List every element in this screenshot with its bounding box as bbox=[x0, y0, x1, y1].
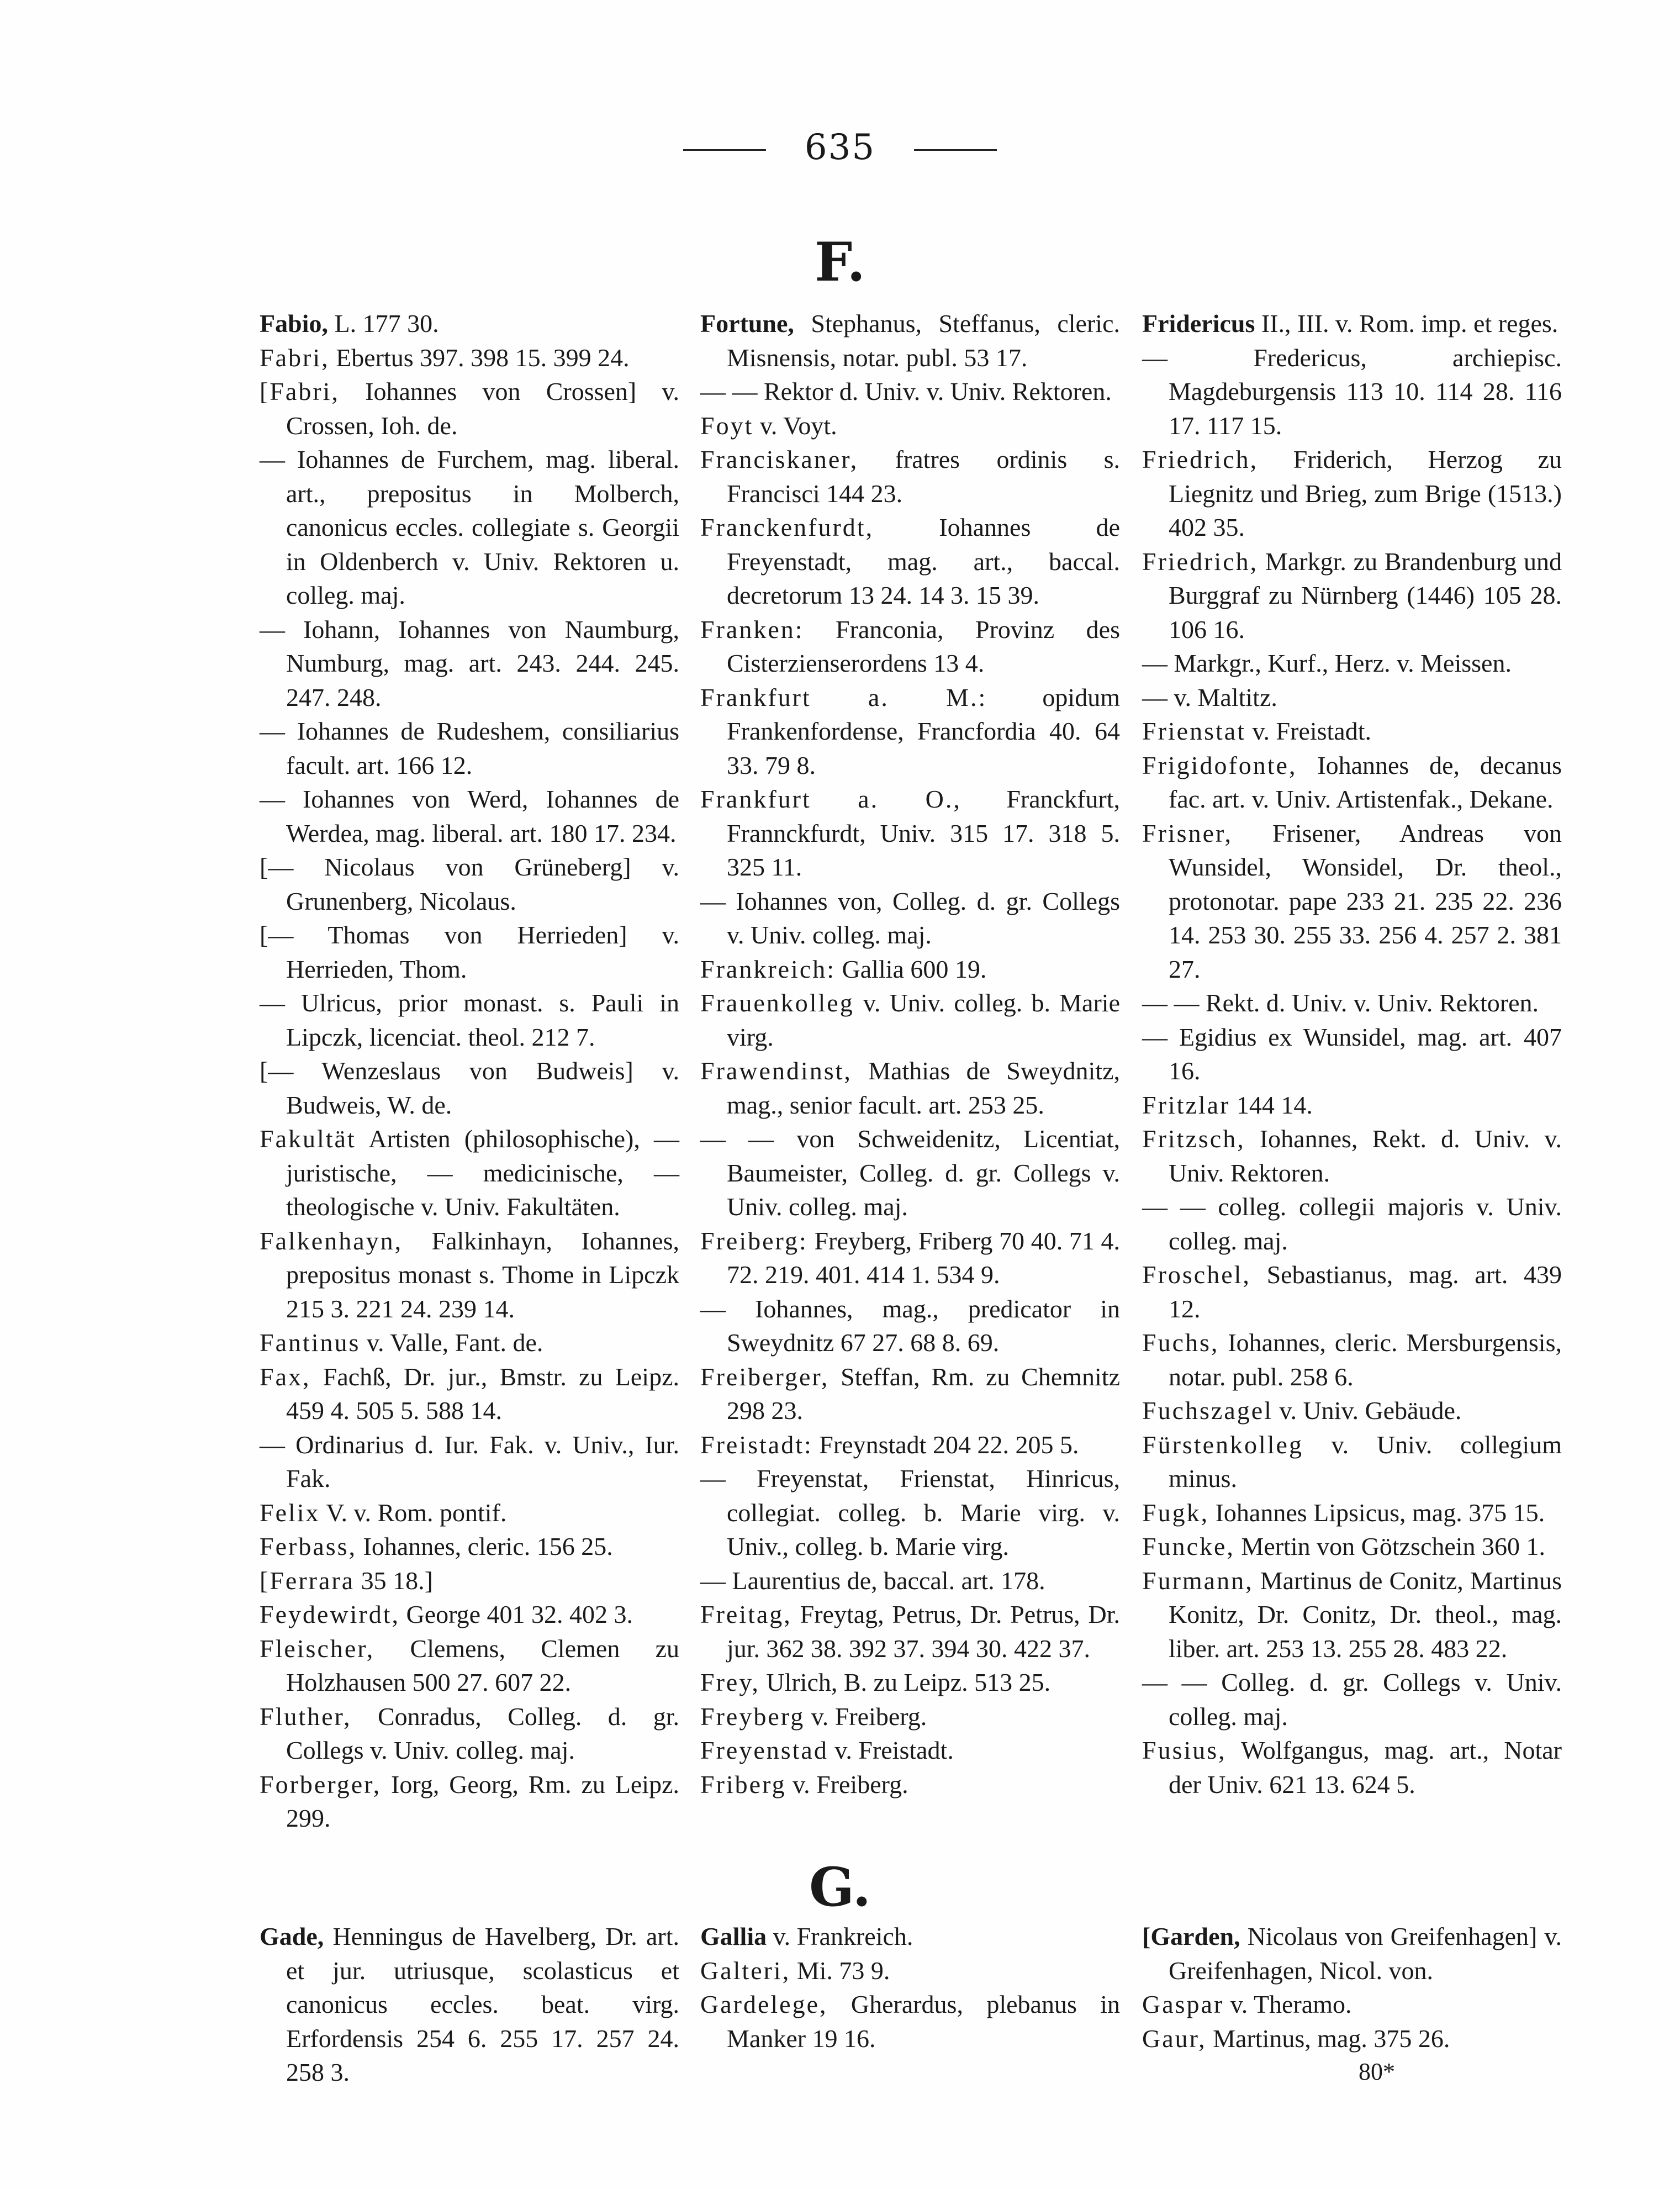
entry-headword: Fax, bbox=[260, 1362, 311, 1391]
entry-text: v. Voyt. bbox=[753, 411, 837, 440]
index-entry bbox=[260, 1428, 679, 1496]
entry-text: Mertin von Götzschein 360 1. bbox=[1234, 1532, 1546, 1560]
index-entry bbox=[700, 1665, 1120, 1700]
entry-headword: Frawendinst, bbox=[700, 1057, 852, 1085]
entry-headword: Frienstat bbox=[1142, 717, 1246, 745]
entry-text: Henningus de Havelberg, Dr. art. et jur. utriusque, scolasticus et canonicus eccles. beat. virg. Erfordensis 254 6. 255 17. 257 24. 258 3. bbox=[286, 1922, 679, 2086]
entry-text: L. 177 30. bbox=[327, 309, 439, 337]
entry-text: Fachß, Dr. jur., Bmstr. zu Leipz. 459 4. 505 5. 588 14. bbox=[286, 1362, 679, 1425]
entry-text: v. Frankreich. bbox=[767, 1922, 913, 1950]
section-heading-g: G. bbox=[809, 1856, 871, 1918]
entry-text: 35 18.] bbox=[355, 1566, 433, 1595]
entry-headword: Fakultät bbox=[260, 1125, 356, 1153]
index-entry bbox=[1142, 1665, 1562, 1733]
index-entry bbox=[1142, 1020, 1562, 1088]
entry-headword: Freyenstad bbox=[700, 1736, 828, 1764]
index-entry bbox=[700, 613, 1120, 681]
entry-text: — — von Schweidenitz, Licentiat, Baumeister, Colleg. d. gr. Collegs v. Univ. colleg. maj. bbox=[700, 1125, 1120, 1221]
entry-text: — Iohannes, mag., predicator in Sweydnitz 67 27. 68 8. 69. bbox=[700, 1294, 1120, 1357]
f-column-2 bbox=[700, 307, 1120, 1801]
index-entry bbox=[260, 341, 679, 375]
index-entry bbox=[260, 782, 679, 850]
entry-headword: Fortune, bbox=[700, 309, 794, 337]
entry-text: Freytag, Petrus, Dr. Petrus, Dr. jur. 362 38. 392 37. 394 30. 422 37. bbox=[727, 1600, 1120, 1663]
index-entry bbox=[260, 1054, 679, 1122]
index-entry bbox=[1142, 1529, 1562, 1564]
entry-headword: Funcke, bbox=[1142, 1532, 1235, 1560]
entry-text: Gallia 600 19. bbox=[836, 954, 987, 983]
entry-headword: Fritzsch, bbox=[1142, 1125, 1245, 1153]
index-entry bbox=[700, 1564, 1120, 1598]
entry-headword: Fritzlar bbox=[1142, 1090, 1230, 1119]
index-entry bbox=[1142, 1394, 1562, 1428]
entry-text: [— Nicolaus von Grüneberg] v. Grunenberg, Nicolaus. bbox=[260, 853, 679, 915]
index-entry bbox=[260, 1919, 679, 2090]
entry-headword: Fridericus bbox=[1142, 309, 1255, 337]
index-entry bbox=[700, 1462, 1120, 1564]
entry-headword: Gaspar bbox=[1142, 1990, 1224, 2018]
entry-text: — — colleg. collegii majoris v. Univ. colleg. maj. bbox=[1142, 1193, 1562, 1255]
index-entry bbox=[1142, 986, 1562, 1020]
entry-headword: Frankfurt a. O., bbox=[700, 785, 961, 813]
g-column-3 bbox=[1142, 1919, 1562, 2055]
f-column-1 bbox=[260, 307, 679, 1835]
index-entry bbox=[1142, 816, 1562, 987]
page-number-text: 635 bbox=[804, 127, 876, 168]
entry-headword: Frey, bbox=[700, 1668, 760, 1696]
index-entry bbox=[700, 986, 1120, 1054]
entry-headword: Frigidofonte, bbox=[1142, 751, 1297, 779]
entry-text: Franckfurt, Frannckfurdt, Univ. 315 17. 318 5. 325 11. bbox=[727, 785, 1121, 881]
index-entry bbox=[700, 409, 1120, 443]
entry-text: v. Freistadt. bbox=[1245, 717, 1371, 745]
entry-text: Gherardus, plebanus in Manker 19 16. bbox=[727, 1990, 1120, 2053]
index-entry bbox=[1142, 1258, 1562, 1326]
index-entry bbox=[260, 374, 679, 442]
entry-text: v. Univ. colleg. b. Marie virg. bbox=[727, 989, 1120, 1051]
entry-text: Clemens, Clemen zu Holzhausen 500 27. 607 22. bbox=[286, 1634, 679, 1696]
index-entry bbox=[1142, 748, 1562, 816]
index-entry bbox=[700, 1224, 1120, 1292]
index-entry bbox=[1142, 442, 1562, 545]
index-entry bbox=[700, 1360, 1120, 1428]
entry-text: opidum Frankenfordense, Francfordia 40. 64 33. 79 8. bbox=[727, 683, 1120, 779]
index-entry bbox=[700, 1954, 1120, 1988]
index-entry bbox=[260, 1632, 679, 1700]
entry-headword: Franciskaner, bbox=[700, 445, 859, 473]
entry-headword: Freistadt: bbox=[700, 1430, 813, 1459]
entry-text: Iohannes, cleric. 156 25. bbox=[357, 1532, 613, 1560]
index-entry bbox=[260, 1224, 679, 1326]
index-entry bbox=[700, 1428, 1120, 1462]
entry-text: Iorg, Georg, Rm. zu Leipz. 299. bbox=[286, 1770, 679, 1832]
entry-text: Nicolaus von Greifenhagen] v. Greifenhagen, Nicol. von. bbox=[1169, 1922, 1562, 1985]
left-rule bbox=[683, 149, 766, 151]
entry-text: — Iohannes von, Colleg. d. gr. Collegs v. Univ. colleg. maj. bbox=[700, 887, 1120, 949]
index-entry bbox=[260, 986, 679, 1054]
index-entry bbox=[700, 510, 1120, 613]
entry-text: Falkinhayn, Iohannes, prepositus monast s. Thome in Lipczk 215 3. 221 24. 239 14. bbox=[286, 1226, 679, 1323]
index-entry bbox=[1142, 1496, 1562, 1530]
entry-text: — Iohannes de Furchem, mag. liberal. art., prepositus in Molberch, canonicus eccles. collegiate s. Georgii in Oldenberch v. Univ. Rektoren u. colleg. maj. bbox=[260, 445, 679, 609]
entry-text: — Iohannes de Rudeshem, consiliarius facult. art. 166 12. bbox=[260, 717, 679, 779]
index-entry bbox=[260, 613, 679, 715]
entry-text: Iohannes, cleric. Mersburgensis, notar. publ. 258 6. bbox=[1169, 1328, 1562, 1391]
entry-text: — Egidius ex Wunsidel, mag. art. 407 16. bbox=[1142, 1022, 1562, 1085]
entry-text: — v. Maltitz. bbox=[1142, 683, 1277, 711]
entry-headword: Feydewirdt, bbox=[260, 1600, 400, 1628]
index-entry bbox=[700, 1768, 1120, 1802]
index-entry bbox=[700, 1292, 1120, 1360]
entry-headword: Fuchszagel bbox=[1142, 1396, 1273, 1425]
entry-headword: Furmann, bbox=[1142, 1566, 1254, 1595]
entry-text: v. Univ. Gebäude. bbox=[1272, 1396, 1462, 1425]
entry-text: v. Theramo. bbox=[1224, 1990, 1352, 2018]
entry-text: Wolfgangus, mag. art., Notar der Univ. 621 13. 624 5. bbox=[1169, 1736, 1562, 1798]
index-entry bbox=[700, 681, 1120, 783]
entry-text: 144 14. bbox=[1230, 1090, 1313, 1119]
entry-headword: [Garden, bbox=[1142, 1922, 1240, 1950]
index-entry bbox=[700, 1597, 1120, 1665]
index-entry bbox=[700, 442, 1120, 510]
entry-headword: Friberg bbox=[700, 1770, 786, 1798]
page-number bbox=[0, 127, 1680, 168]
index-entry bbox=[1142, 1326, 1562, 1394]
entry-headword: Fusius, bbox=[1142, 1736, 1227, 1764]
index-entry bbox=[260, 1326, 679, 1360]
entry-text: — — Rekt. d. Univ. v. Univ. Rektoren. bbox=[1142, 989, 1539, 1017]
index-entry bbox=[1142, 341, 1562, 443]
entry-text: — — Rektor d. Univ. v. Univ. Rektoren. bbox=[700, 377, 1112, 405]
entry-headword: Frankfurt a. M.: bbox=[700, 683, 987, 711]
entry-text: v. Valle, Fant. de. bbox=[360, 1328, 543, 1357]
entry-headword: Fabio, bbox=[260, 309, 328, 337]
entry-text: Martinus, mag. 375 26. bbox=[1206, 2024, 1450, 2053]
entry-headword: Forberger, bbox=[260, 1770, 382, 1798]
entry-headword: Friedrich, bbox=[1142, 547, 1259, 576]
index-entry bbox=[260, 714, 679, 782]
entry-text: Freynstadt 204 22. 205 5. bbox=[812, 1430, 1079, 1459]
index-entry bbox=[1142, 1428, 1562, 1496]
entry-text: George 401 32. 402 3. bbox=[400, 1600, 633, 1628]
entry-text: Sebastianus, mag. art. 439 12. bbox=[1169, 1260, 1562, 1323]
index-entry bbox=[260, 1529, 679, 1564]
index-entry bbox=[700, 782, 1120, 884]
entry-text: Artisten (philosophische), — juristische, — medicinische, — theologische v. Univ. Fakultäten. bbox=[286, 1125, 679, 1221]
index-entry bbox=[260, 1700, 679, 1768]
entry-text: Iohannes, Rekt. d. Univ. v. Univ. Rektoren. bbox=[1169, 1125, 1562, 1187]
entry-headword: Foyt bbox=[700, 411, 754, 440]
entry-text: Mi. 73 9. bbox=[790, 1956, 890, 1985]
entry-text: — Ulricus, prior monast. s. Pauli in Lipczk, licenciat. theol. 212 7. bbox=[260, 989, 679, 1051]
index-entry bbox=[700, 1700, 1120, 1734]
index-entry bbox=[260, 442, 679, 613]
index-entry bbox=[260, 1122, 679, 1224]
entry-text: Ebertus 397. 398 15. 399 24. bbox=[329, 343, 630, 372]
index-entry bbox=[700, 1054, 1120, 1122]
index-entry bbox=[1142, 1733, 1562, 1801]
entry-text: — Fredericus, archiepisc. Magdeburgensis 113 10. 114 28. 116 17. 117 15. bbox=[1142, 343, 1562, 440]
entry-headword: Gardelege, bbox=[700, 1990, 828, 2018]
entry-text: v. Freiberg. bbox=[786, 1770, 908, 1798]
index-entry bbox=[260, 1496, 679, 1530]
entry-headword: Gade, bbox=[260, 1922, 324, 1950]
entry-text: fratres ordinis s. Francisci 144 23. bbox=[727, 445, 1120, 508]
entry-text: V. v. Rom. pontif. bbox=[320, 1498, 507, 1527]
entry-text: v. Freiberg. bbox=[805, 1702, 927, 1731]
index-entry bbox=[260, 1597, 679, 1632]
entry-text: Ulrich, B. zu Leipz. 513 25. bbox=[759, 1668, 1051, 1696]
entry-text: Markgr. zu Brandenburg und Burggraf zu Nürnberg (1446) 105 28. 106 16. bbox=[1169, 547, 1562, 643]
index-entry bbox=[1142, 714, 1562, 748]
index-entry bbox=[700, 1733, 1120, 1768]
index-entry bbox=[1142, 2022, 1562, 2056]
entry-text: v. Univ. collegium minus. bbox=[1169, 1430, 1562, 1492]
index-entry bbox=[700, 1919, 1120, 1954]
entry-headword: Freiberg: bbox=[700, 1226, 808, 1255]
signature-mark: 80* bbox=[1359, 2058, 1395, 2085]
index-entry bbox=[700, 884, 1120, 952]
index-entry bbox=[260, 850, 679, 918]
index-entry bbox=[260, 1768, 679, 1835]
index-entry bbox=[260, 1564, 679, 1598]
entry-headword: Franckenfurdt, bbox=[700, 513, 874, 541]
entry-text: II., III. v. Rom. imp. et reges. bbox=[1255, 309, 1559, 337]
entry-text: Iohannes von Crossen] v. Crossen, Ioh. de. bbox=[286, 377, 679, 440]
index-entry bbox=[700, 952, 1120, 987]
entry-headword: Fugk, bbox=[1142, 1498, 1209, 1527]
index-entry bbox=[700, 307, 1120, 374]
entry-headword: Frauenkolleg bbox=[700, 989, 854, 1017]
index-entry bbox=[1142, 1122, 1562, 1190]
entry-headword: [Ferrara bbox=[260, 1566, 355, 1595]
entry-text: [— Thomas von Herrieden] v. Herrieden, Thom. bbox=[260, 921, 679, 983]
entry-headword: Freiberger, bbox=[700, 1362, 830, 1391]
g-column-1 bbox=[260, 1919, 679, 2090]
entry-headword: Freyberg bbox=[700, 1702, 805, 1731]
index-entry bbox=[260, 1360, 679, 1428]
entry-text: Martinus de Conitz, Martinus Konitz, Dr. Conitz, Dr. theol., mag. liber. art. 253 13. 255 28. 483 22. bbox=[1169, 1566, 1562, 1663]
entry-headword: Froschel, bbox=[1142, 1260, 1251, 1289]
index-entry bbox=[1142, 545, 1562, 647]
index-entry bbox=[1142, 1564, 1562, 1666]
entry-text: Franconia, Provinz des Cisterzienserordens 13 4. bbox=[727, 615, 1120, 677]
entry-text: Freyberg, Friberg 70 40. 71 4. 72. 219. 401. 414 1. 534 9. bbox=[727, 1226, 1120, 1289]
entry-headword: Galteri, bbox=[700, 1956, 791, 1985]
entry-headword: Fluther, bbox=[260, 1702, 352, 1731]
index-entry bbox=[700, 374, 1120, 409]
entry-text: Stephanus, Steffanus, cleric. Misnensis, notar. publ. 53 17. bbox=[727, 309, 1120, 372]
entry-text: — Ordinarius d. Iur. Fak. v. Univ., Iur. Fak. bbox=[260, 1430, 679, 1492]
entry-text: Frisener, Andreas von Wunsidel, Wonsidel, Dr. theol., protonotar. pape 233 21. 235 22. 236 14. 253 30. 255 33. 256 4. 257 2. 381 27. bbox=[1169, 819, 1562, 983]
entry-headword: Fürstenkolleg bbox=[1142, 1430, 1303, 1459]
entry-headword: Falkenhayn, bbox=[260, 1226, 403, 1255]
entry-text: v. Freistadt. bbox=[828, 1736, 954, 1764]
index-entry bbox=[1142, 1190, 1562, 1258]
entry-headword: Gallia bbox=[700, 1922, 767, 1950]
index-entry bbox=[700, 1122, 1120, 1224]
index-entry bbox=[1142, 307, 1562, 341]
entry-text: — Markgr., Kurf., Herz. v. Meissen. bbox=[1142, 649, 1512, 677]
entry-headword: Fantinus bbox=[260, 1328, 361, 1357]
entry-text: Steffan, Rm. zu Chemnitz 298 23. bbox=[727, 1362, 1120, 1425]
entry-headword: Gaur, bbox=[1142, 2024, 1207, 2053]
entry-text: — Iohann, Iohannes von Naumburg, Numburg, mag. art. 243. 244. 245. 247. 248. bbox=[260, 615, 679, 711]
index-entry bbox=[1142, 1987, 1562, 2022]
index-entry bbox=[1142, 1919, 1562, 1987]
g-column-2 bbox=[700, 1919, 1120, 2055]
entry-text: Friderich, Herzog zu Liegnitz und Brieg, zum Brige (1513.) 402 35. bbox=[1169, 445, 1562, 541]
entry-headword: Freitag, bbox=[700, 1600, 792, 1628]
entry-headword: Franken: bbox=[700, 615, 804, 643]
right-rule bbox=[914, 149, 997, 151]
entry-headword: Felix bbox=[260, 1498, 320, 1527]
index-entry bbox=[260, 918, 679, 986]
entry-text: Iohannes de, decanus fac. art. v. Univ. Artistenfak., Dekane. bbox=[1169, 751, 1562, 813]
entry-headword: Fuchs, bbox=[1142, 1328, 1219, 1357]
index-entry bbox=[700, 1987, 1120, 2055]
entry-text: [— Wenzeslaus von Budweis] v. Budweis, W. de. bbox=[260, 1057, 679, 1119]
index-entry bbox=[1142, 681, 1562, 715]
entry-text: Iohannes de Freyenstadt, mag. art., baccal. decretorum 13 24. 14 3. 15 39. bbox=[727, 513, 1120, 609]
index-entry bbox=[1142, 1088, 1562, 1122]
entry-headword: [Fabri, bbox=[260, 377, 340, 405]
entry-headword: Fleischer, bbox=[260, 1634, 375, 1663]
section-heading-f: F. bbox=[815, 231, 865, 293]
entry-headword: Frisner, bbox=[1142, 819, 1233, 847]
index-entry bbox=[260, 307, 679, 341]
entry-headword: Fabri, bbox=[260, 343, 330, 372]
entry-text: Mathias de Sweydnitz, mag., senior facult. art. 253 25. bbox=[727, 1057, 1120, 1119]
f-column-3 bbox=[1142, 307, 1562, 1801]
entry-text: Conradus, Colleg. d. gr. Collegs v. Univ. colleg. maj. bbox=[286, 1702, 679, 1764]
entry-headword: Friedrich, bbox=[1142, 445, 1259, 473]
entry-text: — — Colleg. d. gr. Collegs v. Univ. colleg. maj. bbox=[1142, 1668, 1562, 1731]
index-entry bbox=[1142, 646, 1562, 681]
entry-text: Iohannes Lipsicus, mag. 375 15. bbox=[1209, 1498, 1545, 1527]
entry-text: — Iohannes von Werd, Iohannes de Werdea, mag. liberal. art. 180 17. 234. bbox=[260, 785, 679, 847]
entry-headword: Ferbass, bbox=[260, 1532, 357, 1560]
entry-headword: Frankreich: bbox=[700, 954, 836, 983]
entry-text: — Laurentius de, baccal. art. 178. bbox=[700, 1566, 1045, 1595]
entry-text: — Freyenstat, Frienstat, Hinricus, collegiat. colleg. b. Marie virg. v. Univ., colleg. b. Marie virg. bbox=[700, 1464, 1120, 1560]
